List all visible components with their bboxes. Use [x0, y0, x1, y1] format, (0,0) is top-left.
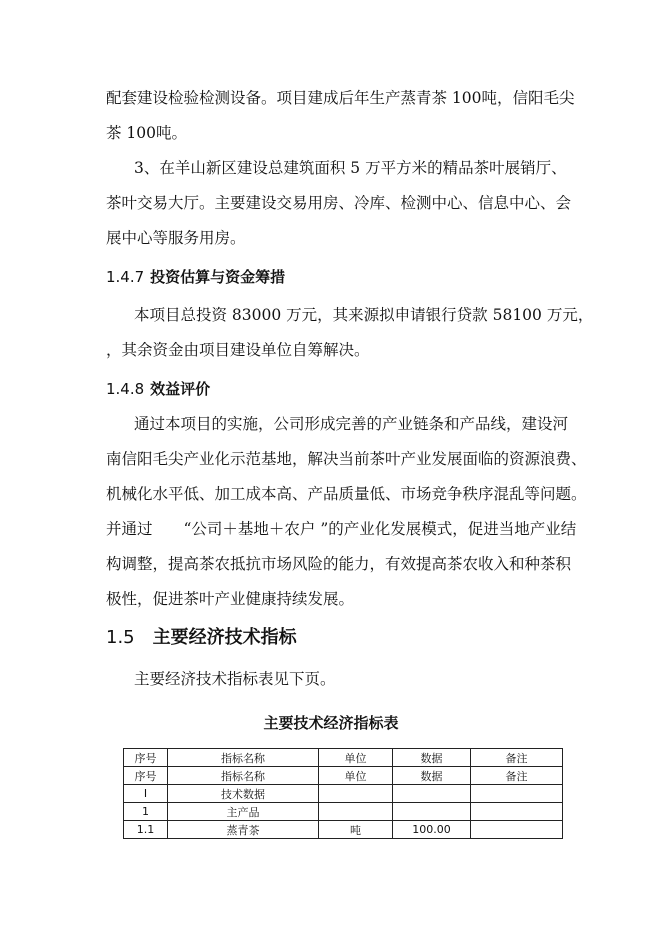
- paragraph-line: 配套建设检验检测设备。项目建成后年生产蒸青茶 100吨，信阳毛尖: [106, 89, 575, 107]
- table-cell: 1: [124, 803, 168, 821]
- table-cell: 备注: [471, 767, 563, 785]
- table-cell: 指标名称: [168, 767, 319, 785]
- paragraph-line: 并通过 “公司＋基地＋农户 ”的产业化发展模式，促进当地产业结: [106, 520, 577, 538]
- paragraph-line: 通过本项目的实施，公司形成完善的产业链条和产品线，建设河: [134, 415, 569, 433]
- section-heading-1-4-8: [106, 379, 210, 399]
- paragraph-line: 南信阳毛尖产业化示范基地，解决当前茶叶产业发展面临的资源浪费、: [106, 450, 587, 468]
- section-heading-1-5: [106, 628, 297, 648]
- table-row: [124, 821, 563, 839]
- table-cell: 指标名称: [168, 749, 319, 767]
- table-cell: 单位: [319, 767, 393, 785]
- table-cell: 备注: [471, 749, 563, 767]
- table-cell: 序号: [124, 767, 168, 785]
- table-cell: 100.00: [393, 821, 471, 839]
- table-title: 主要技术经济指标表: [263, 714, 399, 732]
- paragraph-line: 主要经济技术指标表见下页。: [134, 670, 336, 688]
- table-cell: [471, 803, 563, 821]
- table-cell: [471, 785, 563, 803]
- section-heading-1-4-7: [106, 267, 285, 287]
- table-cell: 技术数据: [168, 785, 319, 803]
- table-cell: 序号: [124, 749, 168, 767]
- table-cell: 单位: [319, 749, 393, 767]
- indicator-table: [123, 748, 563, 839]
- paragraph-line: 3、在羊山新区建设总建筑面积 5 万平方米的精品茶叶展销厅、: [134, 159, 567, 177]
- section-number: 1.4.8: [106, 380, 145, 398]
- table-cell: [319, 785, 393, 803]
- section-number: 1.4.7: [106, 268, 145, 286]
- paragraph-line: 机械化水平低、加工成本高、产品质量低、市场竞争秩序混乱等问题。: [106, 485, 587, 503]
- table-row: [124, 785, 563, 803]
- paragraph-line: 本项目总投资 83000 万元，其来源拟申请银行贷款 58100 万元，: [134, 306, 594, 324]
- section-title: 投资估算与资金筹措: [150, 268, 286, 286]
- paragraph-line: 茶叶交易大厅。主要建设交易用房、冷库、检测中心、信息中心、会: [106, 194, 572, 212]
- table-cell: I: [124, 785, 168, 803]
- section-number: 1.5: [106, 627, 135, 648]
- table-header-row: [124, 767, 563, 785]
- section-title: 效益评价: [150, 380, 211, 398]
- paragraph-line: 构调整，提高茶农抵抗市场风险的能力，有效提高茶农收入和种茶积: [106, 555, 572, 573]
- table-header-row: [124, 749, 563, 767]
- table-cell: 蒸青茶: [168, 821, 319, 839]
- paragraph-line: ，其余资金由项目建设单位自筹解决。: [106, 341, 370, 359]
- paragraph-line: 茶 100吨。: [106, 124, 188, 142]
- section-title: 主要经济技术指标: [152, 627, 297, 648]
- table-cell: 吨: [319, 821, 393, 839]
- table-cell: 1.1: [124, 821, 168, 839]
- table-cell: 主产品: [168, 803, 319, 821]
- table-row: [124, 803, 563, 821]
- paragraph-line: 展中心等服务用房。: [106, 229, 246, 247]
- table-cell: 数据: [393, 767, 471, 785]
- table-cell: 数据: [393, 749, 471, 767]
- table-cell: [319, 803, 393, 821]
- table-cell: [471, 821, 563, 839]
- table-cell: [393, 785, 471, 803]
- table-cell: [393, 803, 471, 821]
- paragraph-line: 极性，促进茶叶产业健康持续发展。: [106, 590, 355, 608]
